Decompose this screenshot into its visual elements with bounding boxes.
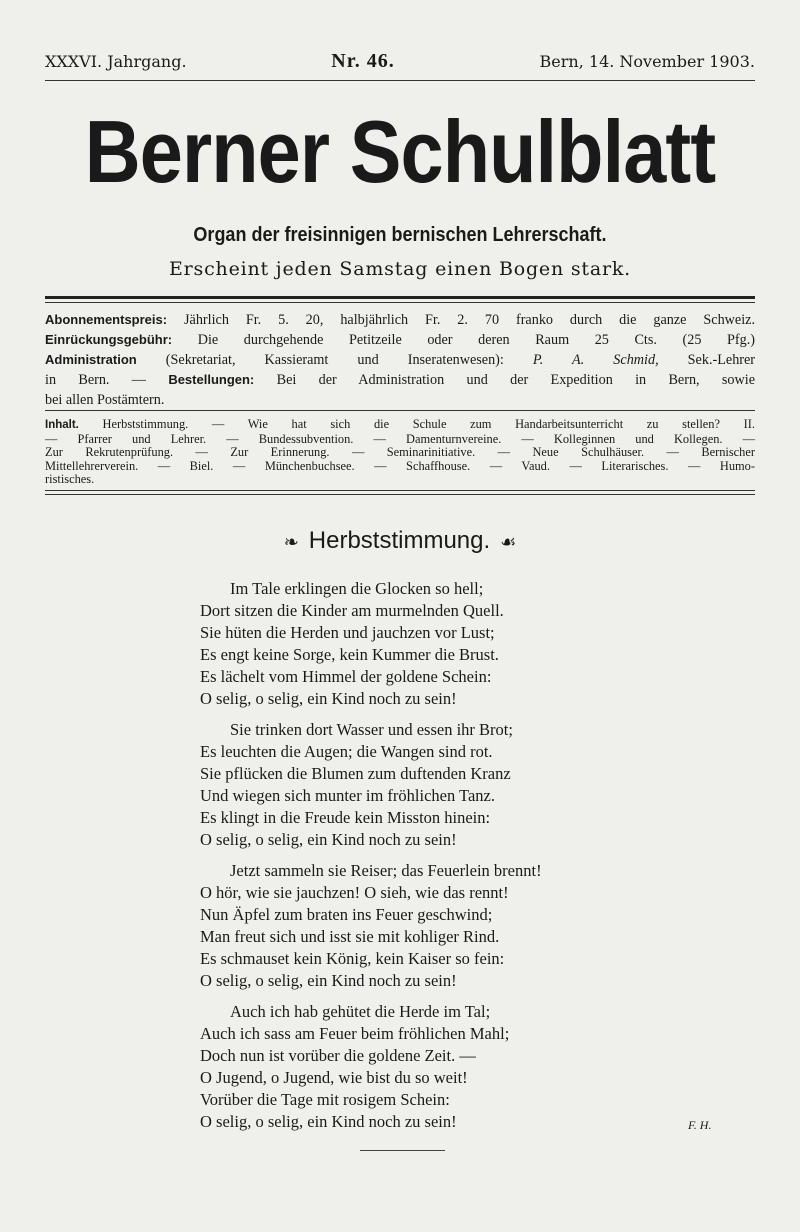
poem-line: O Jugend, o Jugend, wie bist du so weit! <box>200 1068 468 1087</box>
poem-line: O selig, o selig, ein Kind noch zu sein! <box>200 1112 457 1131</box>
header-divider <box>45 296 755 299</box>
issue-number: Nr. 46. <box>331 50 395 72</box>
contents-rule-bottom <box>45 490 755 491</box>
admin-line2: in Bern. — <box>45 372 146 388</box>
admin-label: Administration <box>45 352 137 367</box>
poem-line: Sie trinken dort Wasser und essen ihr Brot; <box>230 720 513 739</box>
contents-rule-bottom-2 <box>45 494 755 495</box>
ins-text: Die durchgehende Petitzeile oder deren Raum 25 Cts. (25 Pfg.) <box>197 332 756 348</box>
poem-line: Nun Äpfel zum braten ins Feuer geschwind; <box>200 905 493 924</box>
abo-label: Abonnementspreis: <box>45 312 168 327</box>
publication-frequency: Erscheint jeden Samstag einen Bogen stark. <box>168 258 632 280</box>
contents-line-2: — Pfarrer und Lehrer. — Bundessubvention. — Damenturnvereine. — Kolleginnen und Kollegen. — <box>45 431 755 446</box>
subscription-info <box>45 310 755 410</box>
contents-label: Inhalt. <box>45 419 79 431</box>
masthead-rule <box>45 80 755 81</box>
bestell-label: Bestellungen: <box>168 372 255 387</box>
poem-stanza <box>200 578 620 710</box>
poem-line: Es lächelt vom Himmel der goldene Schein: <box>200 667 492 686</box>
place-date: Bern, 14. November 1903. <box>539 52 755 71</box>
poem-line: Es leuchten die Augen; die Wangen sind rot. <box>200 742 493 761</box>
admin-text: (Sekretariat, Kassieramt und Inseratenwesen): <box>165 352 504 368</box>
poem-stanza <box>200 860 620 992</box>
poem-heading <box>0 527 800 555</box>
contents-line-5: ristisches. <box>45 472 95 486</box>
bestell-line3: bei allen Postämtern. <box>45 392 165 408</box>
poem-line: O selig, o selig, ein Kind noch zu sein! <box>200 971 457 990</box>
newspaper-title: Berner Schulblatt <box>84 102 716 201</box>
newspaper-subtitle: Organ der freisinnigen bernischen Lehrerschaft. <box>193 224 607 246</box>
poem-line: Jetzt sammeln sie Reiser; das Feuerlein brennt! <box>230 861 542 880</box>
poem-line: Und wiegen sich munter im fröhlichen Tanz. <box>200 786 496 805</box>
contents-line-3: Zur Rekrutenprüfung. — Zur Erinnerung. — Seminarinitiative. — Neue Schulhäuser. — Bernischer <box>45 445 755 459</box>
header-divider-thin <box>45 302 755 303</box>
poem-line: Dort sitzen die Kinder am murmelnden Quell. <box>200 601 504 620</box>
contents-line-4: Mittellehrerverein. — Biel. — Münchenbuchsee. — Schaffhouse. — Vaud. — Literarisches. — Humo- <box>45 458 755 473</box>
end-rule <box>360 1150 445 1151</box>
poem-line: Auch ich sass am Feuer beim fröhlichen Mahl; <box>200 1024 510 1043</box>
poem-line: Es klingt in die Freude kein Misston hinein: <box>200 808 491 827</box>
table-of-contents <box>45 418 755 487</box>
poem-line: O selig, o selig, ein Kind noch zu sein! <box>200 830 457 849</box>
poem-line: O hör, wie sie jauchzen! O sieh, wie das rennt! <box>200 883 509 902</box>
poem-line: Es engt keine Sorge, kein Kummer die Brust. <box>200 645 499 664</box>
bestell-text: Bei der Administration und der Expedition in Bern, sowie <box>276 372 756 388</box>
poem-line: O selig, o selig, ein Kind noch zu sein! <box>200 689 457 708</box>
ornament-right-icon: ☙ <box>500 532 517 552</box>
poem-line: Sie hüten die Herden und jauchzen vor Lust; <box>200 623 495 642</box>
poem-line: Im Tale erklingen die Glocken so hell; <box>230 579 484 598</box>
ornament-left-icon: ❧ <box>283 532 299 552</box>
poem-line: Vorüber die Tage mit rosigem Schein: <box>200 1090 450 1109</box>
poem-line: Sie pflücken die Blumen zum duftenden Kranz <box>200 764 511 783</box>
admin-rest: Sek.-Lehrer <box>687 352 756 368</box>
abo-text: Jährlich Fr. 5. 20, halbjährlich Fr. 2. 70 franko durch die ganze Schweiz. <box>184 312 755 328</box>
contents-rule-top <box>45 410 755 411</box>
poem-line: Auch ich hab gehütet die Herde im Tal; <box>230 1002 491 1021</box>
volume-label: XXXVI. Jahrgang. <box>45 52 187 71</box>
admin-name: P. A. Schmid, <box>532 352 659 368</box>
poem-author: F. H. <box>688 1118 712 1132</box>
poem-title: Herbststimmung. <box>308 527 491 554</box>
ins-label: Einrückungsgebühr: <box>45 332 173 347</box>
poem-stanza <box>200 1001 620 1133</box>
poem-body <box>200 578 620 1142</box>
poem-line: Es schmauset kein König, kein Kaiser so fein: <box>200 949 505 968</box>
masthead <box>45 50 755 73</box>
poem-line: Doch nun ist vorüber die goldene Zeit. — <box>200 1046 476 1065</box>
poem-line: Man freut sich und isst sie mit kohliger Rind. <box>200 927 500 946</box>
poem-stanza <box>200 719 620 851</box>
contents-line-1: Herbststimmung. — Wie hat sich die Schule zum Handarbeitsunterricht zu stellen? II. <box>102 417 755 431</box>
